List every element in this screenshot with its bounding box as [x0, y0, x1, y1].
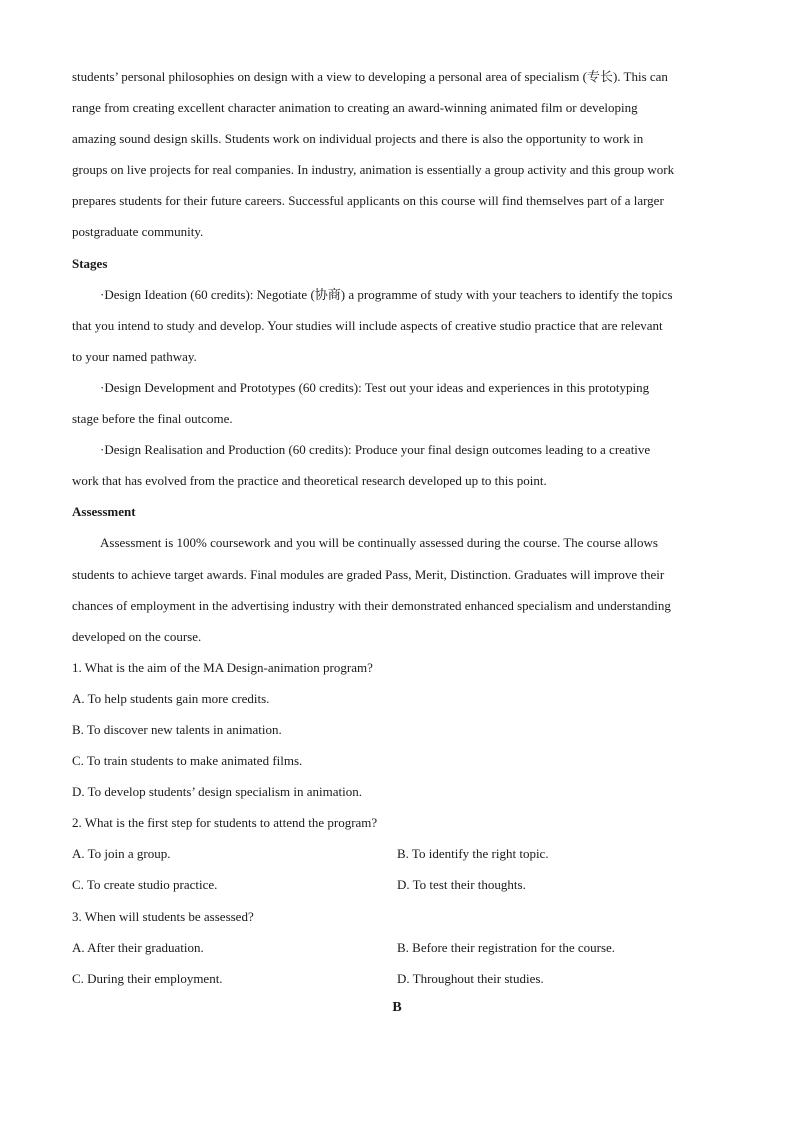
answer-option: D. To develop students’ design specialism in animation.: [72, 784, 362, 800]
text-line: ·Design Realisation and Production (60 credits): Produce your final design outcomes leading to a creative: [100, 442, 651, 458]
answer-option: C. To create studio practice.: [72, 877, 218, 893]
question-stem: 2. What is the first step for students to attend the program?: [72, 815, 378, 831]
stages-heading: Stages: [72, 255, 108, 271]
text-line: postgraduate community.: [72, 224, 204, 240]
question-3: [72, 901, 722, 994]
stage-item-ideation: [72, 279, 722, 372]
assessment-heading: Assessment: [72, 504, 136, 520]
stage-item-realisation: [72, 434, 722, 496]
text-line: ·Design Ideation (60 credits): Negotiate (协商) a programme of study with your teachers to identify the topics: [100, 286, 673, 302]
text-line: prepares students for their future careers. Successful applicants on this course will find themselves part of a larger: [72, 193, 664, 209]
question-2: [72, 807, 722, 900]
text-line: ·Design Development and Prototypes (60 credits): Test out your ideas and experiences in this prototyping: [100, 379, 650, 395]
question-stem: 3. When will students be assessed?: [72, 908, 254, 924]
question-1: [72, 652, 722, 807]
stage-item-development: [72, 372, 722, 434]
assessment-paragraph: [72, 527, 722, 651]
text-line: work that has evolved from the practice and theoretical research developed up to this point.: [72, 473, 547, 489]
text-line: developed on the course.: [72, 628, 202, 644]
answer-option: A. To join a group.: [72, 846, 171, 862]
answer-option: A. After their graduation.: [72, 939, 204, 955]
text-line: students to achieve target awards. Final modules are graded Pass, Merit, Distinction. Graduates will improve their: [72, 566, 665, 582]
document-page: [72, 61, 722, 1020]
text-line: students’ personal philosophies on design with a view to developing a personal area of specialism (专长). This can: [72, 69, 668, 84]
text-line: amazing sound design skills. Students work on individual projects and there is also the opportunity to work in: [72, 131, 644, 147]
answer-option: C. During their employment.: [72, 970, 223, 986]
question-stem: 1. What is the aim of the MA Design-animation program?: [72, 659, 373, 675]
text-line: range from creating excellent character animation to creating an award-winning animated film or developing: [72, 100, 638, 116]
options-row: [72, 963, 722, 994]
section-heading-b: B: [392, 999, 402, 1015]
text-line: Assessment is 100% coursework and you will be continually assessed during the course. The course allows: [100, 535, 658, 551]
answer-option: B. To identify the right topic.: [397, 846, 549, 862]
options-row: [72, 838, 722, 869]
options-row: [72, 932, 722, 963]
answer-option: B. Before their registration for the course.: [397, 939, 616, 955]
options-row: [72, 869, 722, 900]
answer-option: B. To discover new talents in animation.: [72, 721, 282, 737]
text-line: to your named pathway.: [72, 348, 197, 364]
text-line: that you intend to study and develop. Your studies will include aspects of creative studio practice that are relevant: [72, 317, 663, 333]
answer-option: D. Throughout their studies.: [397, 970, 544, 986]
text-line: stage before the final outcome.: [72, 411, 233, 427]
text-line: chances of employment in the advertising industry with their demonstrated enhanced specialism and understanding: [72, 597, 671, 613]
answer-option: C. To train students to make animated films.: [72, 753, 303, 769]
answer-option: A. To help students gain more credits.: [72, 690, 270, 706]
text-line: groups on live projects for real companies. In industry, animation is essentially a group activity and this group work: [72, 162, 675, 178]
intro-paragraph: [72, 61, 722, 248]
answer-option: D. To test their thoughts.: [397, 877, 526, 893]
